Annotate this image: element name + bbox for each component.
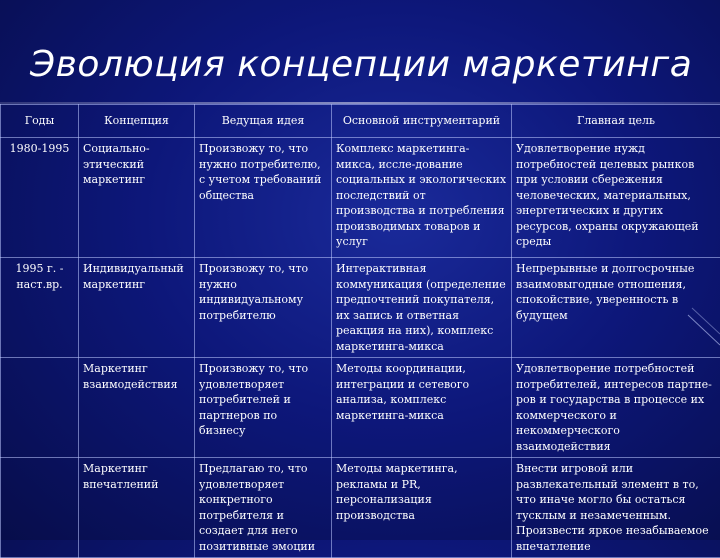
- marketing-evolution-table: [0, 104, 720, 558]
- cell-concept: Маркетинг впечатлений: [79, 458, 195, 558]
- table-row: [1, 458, 720, 558]
- cell-tools: Интерактивная коммуникация (определение предпочтений покупателя, их запись и ответная реакция на них), комплекс маркетинга-микса: [332, 258, 512, 358]
- cell-idea: Предлагаю то, что удовлетворяет конкретного потребителя и создает для него позитивные эмоции: [195, 458, 332, 558]
- header-concept: Концепция: [79, 105, 195, 138]
- cell-years: 1995 г. - наст.вр.: [1, 258, 79, 358]
- cell-idea: Произвожу то, что нужно потребителю, с учетом требований общества: [195, 138, 332, 258]
- header-years: Годы: [1, 105, 79, 138]
- cell-concept: Маркетинг взаимодействия: [79, 358, 195, 458]
- cell-years: 1980-1995: [1, 138, 79, 258]
- cell-idea: Произвожу то, что нужно индивидуальному потребителю: [195, 258, 332, 358]
- table-row: [1, 138, 720, 258]
- cell-goal: Внести игровой или развлекательный элемент в то, что иначе могло бы остаться тусклым и незамеченным. Произвести яркое незабываемое впечатление: [512, 458, 720, 558]
- cell-concept: Индивидуальный маркетинг: [79, 258, 195, 358]
- cell-tools: Комплекс маркетинга-микса, иссле-дование социальных и экологических последствий от производства и потребления производимых товаров и услуг: [332, 138, 512, 258]
- cell-tools: Методы координации, интеграции и сетевого анализа, комплекс маркетинга-микса: [332, 358, 512, 458]
- table-row: [1, 358, 720, 458]
- slide-title: Эволюция концепции маркетинга: [30, 44, 692, 85]
- cell-goal: Удовлетворение потребностей потребителей, интересов партне-ров и государства в процессе их коммерческого и некоммерческого взаимодействия: [512, 358, 720, 458]
- header-tools: Основной инструментарий: [332, 105, 512, 138]
- cell-tools: Методы маркетинга, рекламы и PR, персонализация производства: [332, 458, 512, 558]
- cell-years: [1, 458, 79, 558]
- table-row: [1, 258, 720, 358]
- table-header-row: [1, 105, 720, 138]
- cell-goal: Удовлетворение нужд потребностей целевых рынков при условии сбережения человеческих, материальных, энергетических и других ресурсов, охраны окружающей среды: [512, 138, 720, 258]
- cell-idea: Произвожу то, что удовлетворяет потребителей и партнеров по бизнесу: [195, 358, 332, 458]
- cell-years: [1, 358, 79, 458]
- cell-goal: Непрерывные и долгосрочные взаимовыгодные отношения, спокойствие, уверенность в будущем: [512, 258, 720, 358]
- cell-concept: Социально-этический маркетинг: [79, 138, 195, 258]
- header-idea: Ведущая идея: [195, 105, 332, 138]
- header-goal: Главная цель: [512, 105, 720, 138]
